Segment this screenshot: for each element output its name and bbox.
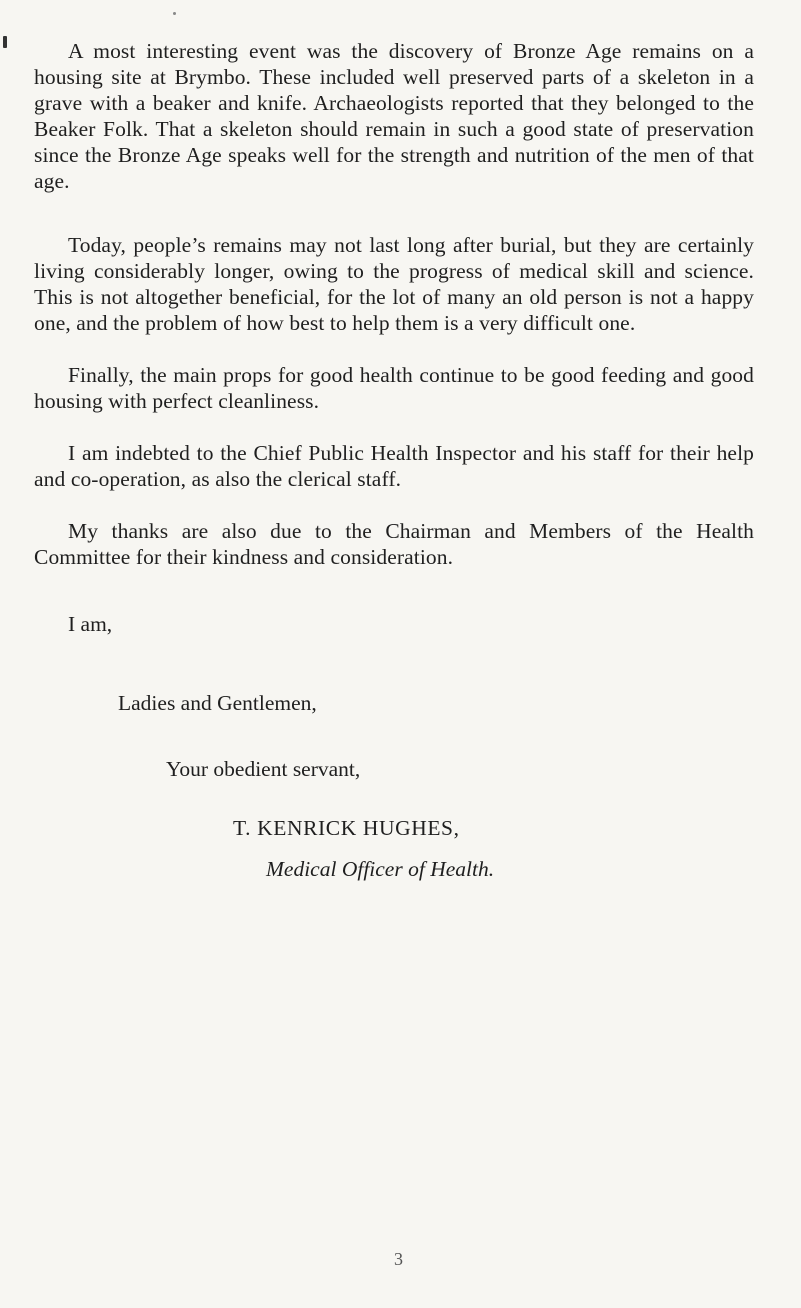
page-number: 3 [394, 1249, 403, 1269]
closing-valediction: Your obedient servant, [166, 757, 361, 781]
closing-salutation: Ladies and Gentlemen, [118, 691, 317, 715]
paragraph-acknowledgement-staff: I am indebted to the Chief Public Health Inspector and his staff for their help and co-operation, as also the clerical staff. [34, 441, 754, 491]
signatory-title: Medical Officer of Health. [266, 857, 495, 881]
paragraph-longevity: Today, people’s remains may not last long after burial, but they are certainly living considerably longer, owing to the progress of medical skill and science. This is not altogether beneficial, for the lot of many an old person is not a happy one, and the problem of how best to help them is a very difficult one. [34, 233, 754, 335]
paragraph-good-health-props: Finally, the main props for good health continue to be good feeding and good housing with perfect cleanliness. [34, 363, 754, 413]
paragraph-bronze-age-discovery: A most interesting event was the discovery of Bronze Age remains on a housing site at Brymbo. These included well preserved parts of a skeleton in a grave with a beaker and knife. Archaeologists reported that they belonged to the Beaker Folk. That a skeleton should remain in such a good state of preservation since the Bronze Age speaks well for the strength and nutrition of the men of that age. [34, 39, 754, 193]
closing-greeting: I am, [68, 612, 113, 636]
paragraph-acknowledgement-committee: My thanks are also due to the Chairman and Members of the Health Committee for their kindness and consideration. [34, 519, 754, 569]
scan-speck [173, 12, 176, 15]
signatory-name: T. KENRICK HUGHES, [233, 816, 460, 840]
scan-speck [3, 36, 7, 48]
